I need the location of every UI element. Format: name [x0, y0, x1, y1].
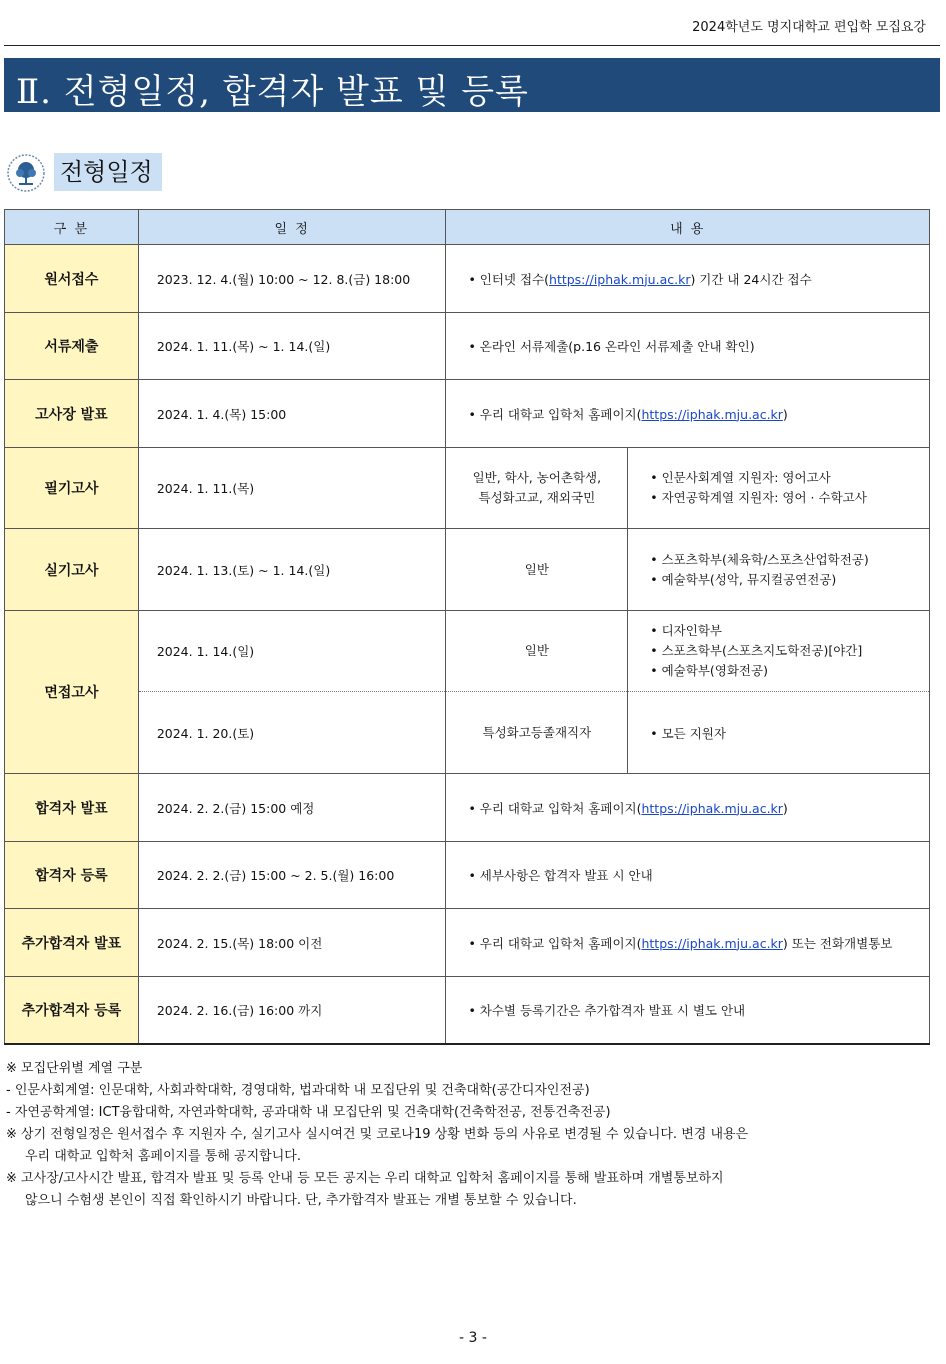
row-date: 2024. 1. 13.(토) ~ 1. 14.(일) [138, 529, 446, 611]
row-group [446, 448, 628, 529]
content-item: • 모든 지원자 [650, 725, 726, 741]
content-item: • 자연공학계열 지원자: 영어 · 수학고사 [650, 490, 867, 505]
table-row [5, 313, 930, 380]
row-content [446, 774, 930, 842]
section-title: 전형일정 [54, 153, 162, 191]
table-row [5, 529, 930, 611]
content-text: ) [782, 800, 788, 816]
header-divider [4, 45, 940, 46]
note-line: 우리 대학교 입학처 홈페이지를 통해 공지합니다. [25, 1149, 301, 1164]
content-item: • 디자인학부 [650, 623, 722, 638]
schedule-table [4, 209, 930, 1045]
row-content [628, 529, 930, 611]
table-row [5, 909, 930, 977]
table-row [5, 611, 930, 692]
content-item: • 스포츠학부(스포츠지도학전공)[야간] [650, 643, 863, 658]
content-text: • 우리 대학교 입학처 홈페이지( [468, 935, 642, 951]
row-content [628, 611, 930, 692]
admissions-link[interactable]: https://iphak.mju.ac.kr [641, 800, 783, 816]
table-row [5, 842, 930, 909]
row-content [446, 380, 930, 448]
row-group: 특성화고등졸재직자 [446, 692, 628, 774]
header-date: 일 정 [138, 210, 446, 245]
table-row [5, 977, 930, 1044]
row-content [446, 842, 930, 909]
content-text: ) 기간 내 24시간 접수 [690, 271, 812, 287]
content-text: • 온라인 서류제출(p.16 온라인 서류제출 안내 확인) [468, 339, 755, 354]
row-date: 2023. 12. 4.(월) 10:00 ~ 12. 8.(금) 18:00 [138, 245, 446, 313]
note-line: ※ 상기 전형일정은 원서접수 후 지원자 수, 실기고사 실시여건 및 코로나19 상황 변화 등의 사유로 변경될 수 있습니다. 변경 내용은 [6, 1127, 749, 1142]
row-date: 2024. 1. 11.(목) [138, 448, 446, 529]
row-content [446, 313, 930, 380]
notes-section [6, 1058, 932, 1212]
row-group: 일반 [446, 529, 628, 611]
row-category: 추가합격자 등록 [5, 977, 139, 1044]
admissions-link[interactable]: https://iphak.mju.ac.kr [549, 271, 691, 287]
group-line: 일반, 학사, 농어촌학생, [472, 470, 602, 485]
running-header: 2024학년도 명지대학교 편입학 모집요강 [692, 20, 926, 35]
row-content [628, 448, 930, 529]
note-line: ※ 모집단위별 계열 구분 [6, 1061, 143, 1076]
table-row [5, 448, 930, 529]
content-text: • 우리 대학교 입학처 홈페이지( [468, 406, 642, 422]
admissions-link[interactable]: https://iphak.mju.ac.kr [641, 406, 783, 422]
content-item: • 예술학부(성악, 뮤지컬공연전공) [650, 571, 837, 587]
page-number: - 3 - [459, 1330, 487, 1346]
row-category: 합격자 발표 [5, 774, 139, 842]
row-category: 면접고사 [5, 611, 139, 774]
content-item: • 예술학부(영화전공) [650, 663, 768, 678]
row-date: 2024. 1. 14.(일) [138, 611, 446, 692]
content-text: • 차수별 등록기간은 추가합격자 발표 시 별도 안내 [468, 1002, 746, 1018]
row-date: 2024. 2. 15.(목) 18:00 이전 [138, 909, 446, 977]
row-date: 2024. 2. 2.(금) 15:00 ~ 2. 5.(월) 16:00 [138, 842, 446, 909]
content-item: • 스포츠학부(체육학/스포츠산업학전공) [650, 551, 869, 567]
row-category: 필기고사 [5, 448, 139, 529]
row-category: 추가합격자 발표 [5, 909, 139, 977]
content-text: ) [782, 406, 788, 422]
row-content [446, 977, 930, 1044]
row-content [446, 245, 930, 313]
university-emblem-icon [6, 153, 46, 193]
table-row [5, 245, 930, 313]
row-date: 2024. 1. 11.(목) ~ 1. 14.(일) [138, 313, 446, 380]
row-group: 일반 [446, 611, 628, 692]
table-row [5, 774, 930, 842]
row-date: 2024. 1. 4.(목) 15:00 [138, 380, 446, 448]
content-text: • 인터넷 접수( [468, 271, 550, 287]
row-category: 서류제출 [5, 313, 139, 380]
chapter-banner [4, 58, 940, 112]
table-row [5, 692, 930, 774]
note-line: - 인문사회계열: 인문대학, 사회과학대학, 경영대학, 법과대학 내 모집단위 및 건축대학(공간디자인전공) [6, 1083, 590, 1098]
table-row [5, 380, 930, 448]
row-date: 2024. 2. 2.(금) 15:00 예정 [138, 774, 446, 842]
content-text: • 우리 대학교 입학처 홈페이지( [468, 800, 642, 816]
group-line: 특성화고교, 재외국민 [478, 490, 596, 505]
row-date: 2024. 2. 16.(금) 16:00 까지 [138, 977, 446, 1044]
row-category: 합격자 등록 [5, 842, 139, 909]
content-text: ) 또는 전화개별통보 [782, 935, 893, 951]
note-line: ※ 고사장/고사시간 발표, 합격자 발표 및 등록 안내 등 모든 공지는 우리 대학교 입학처 홈페이지를 통해 발표하며 개별통보하지 [6, 1171, 724, 1186]
table-header-row [5, 210, 930, 245]
row-date: 2024. 1. 20.(토) [138, 692, 446, 774]
chapter-title: Ⅱ. 전형일정, 합격자 발표 및 등록 [16, 72, 529, 112]
row-category: 원서접수 [5, 245, 139, 313]
note-line: - 자연공학계열: ICT융합대학, 자연과학대학, 공과대학 내 모집단위 및 건축대학(건축학전공, 전통건축전공) [6, 1105, 611, 1120]
row-content [446, 909, 930, 977]
header-category: 구 분 [5, 210, 139, 245]
admissions-link[interactable]: https://iphak.mju.ac.kr [641, 935, 783, 951]
header-content: 내 용 [446, 210, 930, 245]
row-category: 고사장 발표 [5, 380, 139, 448]
note-line: 않으니 수험생 본인이 직접 확인하시기 바랍니다. 단, 추가합격자 발표는 개별 통보할 수 있습니다. [25, 1193, 577, 1208]
content-item: • 인문사회계열 지원자: 영어고사 [650, 470, 831, 485]
row-category: 실기고사 [5, 529, 139, 611]
content-text: • 세부사항은 합격자 발표 시 안내 [468, 868, 653, 883]
row-content [628, 692, 930, 774]
